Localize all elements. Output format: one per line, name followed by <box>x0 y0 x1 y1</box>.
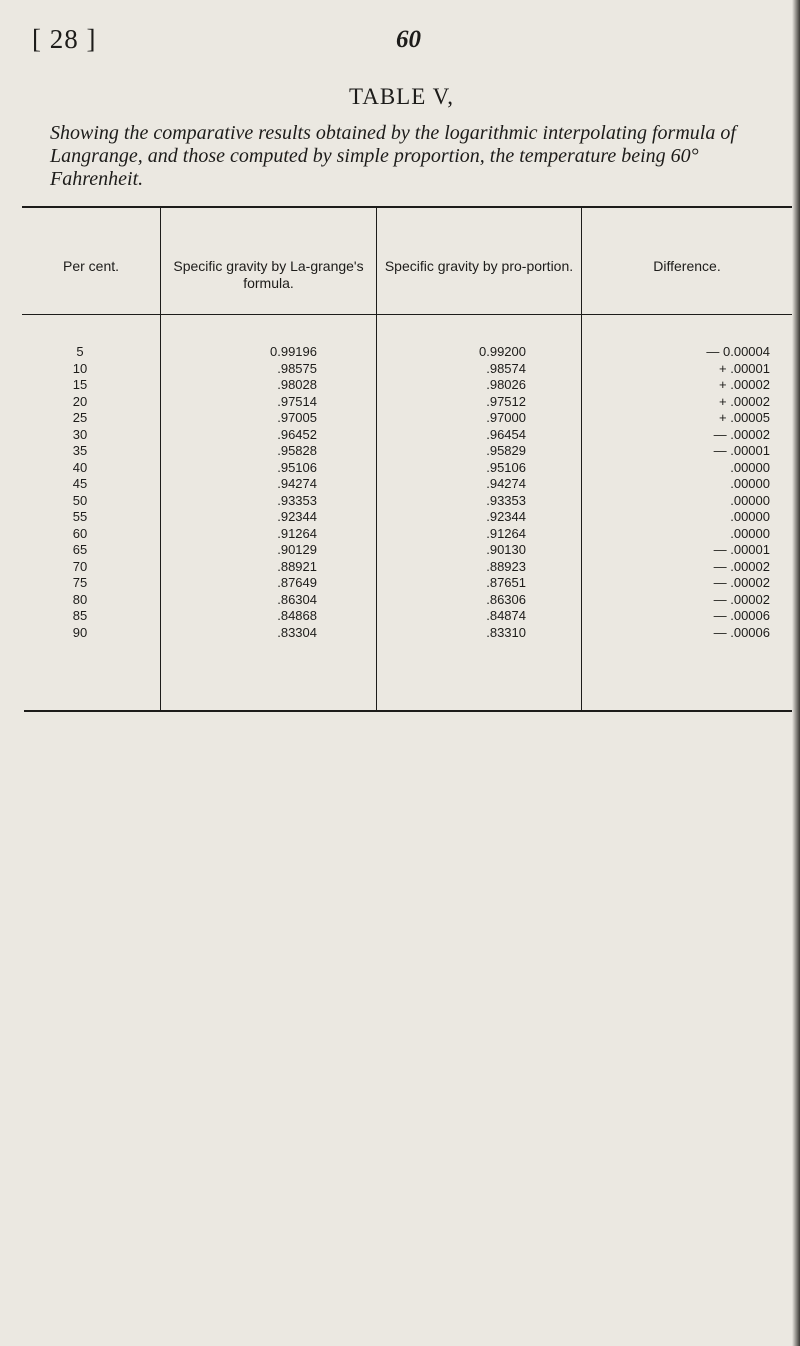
cell-proportion-gravity: .97512 <box>486 393 526 409</box>
cell-proportion-gravity: .98574 <box>486 360 526 376</box>
cell-difference: .00000 <box>730 459 770 475</box>
cell-lagrange-gravity: .98575 <box>277 360 317 376</box>
cell-per-cent: 30 <box>72 426 88 442</box>
cell-lagrange-gravity: .96452 <box>277 426 317 442</box>
cell-lagrange-gravity: .88921 <box>277 558 317 574</box>
table-row <box>0 526 800 543</box>
cell-proportion-gravity: .86306 <box>486 591 526 607</box>
cell-proportion-gravity: .90130 <box>486 542 526 557</box>
cell-difference: — 0.00004 <box>706 344 770 359</box>
cell-per-cent: 10 <box>72 360 88 376</box>
table-row <box>0 608 800 625</box>
cell-per-cent: 55 <box>72 509 88 524</box>
page-edge <box>792 0 800 1346</box>
cell-difference: — .00002 <box>713 575 770 590</box>
table-row <box>0 427 800 444</box>
cell-per-cent: 45 <box>72 476 88 491</box>
cell-per-cent: 25 <box>72 410 88 425</box>
cell-per-cent: 80 <box>72 591 88 607</box>
cell-lagrange-gravity: .95828 <box>277 443 317 458</box>
cell-difference: .00000 <box>730 509 770 524</box>
cell-lagrange-gravity: .98028 <box>277 377 317 392</box>
cell-per-cent: 90 <box>72 624 88 640</box>
table-row <box>0 460 800 477</box>
cell-proportion-gravity: .84874 <box>486 608 526 623</box>
cell-difference: — .00006 <box>713 624 770 640</box>
cell-per-cent: 75 <box>72 575 88 590</box>
cell-lagrange-gravity: .83304 <box>277 624 317 640</box>
cell-difference: — .00002 <box>713 591 770 607</box>
cell-per-cent: 60 <box>72 525 88 541</box>
cell-lagrange-gravity: .90129 <box>277 542 317 557</box>
cell-per-cent: 20 <box>72 393 88 409</box>
table-title: TABLE V, <box>349 84 454 109</box>
table-row <box>0 575 800 592</box>
table-row <box>0 493 800 510</box>
cell-lagrange-gravity: .94274 <box>277 476 317 491</box>
cell-per-cent: 5 <box>76 344 84 359</box>
cell-per-cent: 15 <box>72 377 88 392</box>
cell-proportion-gravity: .83310 <box>486 624 526 640</box>
cell-difference: — .00001 <box>713 542 770 557</box>
cell-proportion-gravity: .96454 <box>486 426 526 442</box>
column-header-lagrange-gravity: Specific gravity by La-grange's formula. <box>173 258 364 291</box>
cell-proportion-gravity: .98026 <box>486 377 526 392</box>
cell-proportion-gravity: .97000 <box>486 410 526 425</box>
cell-per-cent: 85 <box>72 608 88 623</box>
cell-difference: + .00001 <box>719 360 770 376</box>
cell-lagrange-gravity: .95106 <box>277 459 317 475</box>
cell-lagrange-gravity: 0.99196 <box>270 344 317 359</box>
table-row <box>0 476 800 493</box>
table-top-rule <box>22 206 792 208</box>
cell-proportion-gravity: .87651 <box>486 575 526 590</box>
table-row <box>0 625 800 642</box>
cell-proportion-gravity: .95829 <box>486 443 526 458</box>
table-row <box>0 394 800 411</box>
cell-difference: .00000 <box>730 476 770 491</box>
table-row <box>0 344 800 361</box>
cell-proportion-gravity: .93353 <box>486 492 526 508</box>
cell-difference: .00000 <box>730 492 770 508</box>
cell-lagrange-gravity: .97514 <box>277 393 317 409</box>
cell-lagrange-gravity: .87649 <box>277 575 317 590</box>
cell-lagrange-gravity: .86304 <box>277 591 317 607</box>
table-row <box>0 559 800 576</box>
cell-proportion-gravity: .92344 <box>486 509 526 524</box>
cell-proportion-gravity: 0.99200 <box>479 344 526 359</box>
cell-difference: + .00002 <box>719 377 770 392</box>
cell-lagrange-gravity: .93353 <box>277 492 317 508</box>
table-row <box>0 509 800 526</box>
column-header-difference: Difference. <box>653 258 721 274</box>
table-body <box>0 344 800 641</box>
column-header-proportion-gravity: Specific gravity by pro-portion. <box>384 258 574 274</box>
table-row <box>0 361 800 378</box>
cell-difference: + .00005 <box>719 410 770 425</box>
cell-difference: — .00001 <box>713 443 770 458</box>
cell-difference: + .00002 <box>719 393 770 409</box>
cell-per-cent: 40 <box>72 459 88 475</box>
cell-difference: — .00002 <box>713 426 770 442</box>
table-row <box>0 592 800 609</box>
cell-difference: — .00006 <box>713 608 770 623</box>
table-row <box>0 377 800 394</box>
cell-proportion-gravity: .91264 <box>486 525 526 541</box>
page-number-left: [ 28 ] <box>32 24 97 54</box>
cell-proportion-gravity: .88923 <box>486 558 526 574</box>
table-row <box>0 410 800 427</box>
cell-per-cent: 65 <box>72 542 88 557</box>
table-row <box>0 542 800 559</box>
cell-per-cent: 50 <box>72 492 88 508</box>
cell-proportion-gravity: .95106 <box>486 459 526 475</box>
column-header-per-cent: Per cent. <box>62 258 120 274</box>
cell-proportion-gravity: .94274 <box>486 476 526 491</box>
cell-difference: — .00002 <box>713 558 770 574</box>
table-caption: Showing the comparative results obtained by the logarithmic interpolating formula of Langrange, and those computed by simple proportion, the temperature being 60° Fahrenheit. <box>50 122 736 190</box>
cell-per-cent: 35 <box>72 443 88 458</box>
page-number-right: 60 <box>396 26 421 53</box>
table-header-rule <box>22 314 792 315</box>
cell-difference: .00000 <box>730 525 770 541</box>
table-bottom-rule <box>24 710 792 712</box>
cell-lagrange-gravity: .97005 <box>277 410 317 425</box>
table-row <box>0 443 800 460</box>
cell-lagrange-gravity: .84868 <box>277 608 317 623</box>
cell-lagrange-gravity: .92344 <box>277 509 317 524</box>
cell-per-cent: 70 <box>72 558 88 574</box>
cell-lagrange-gravity: .91264 <box>277 525 317 541</box>
